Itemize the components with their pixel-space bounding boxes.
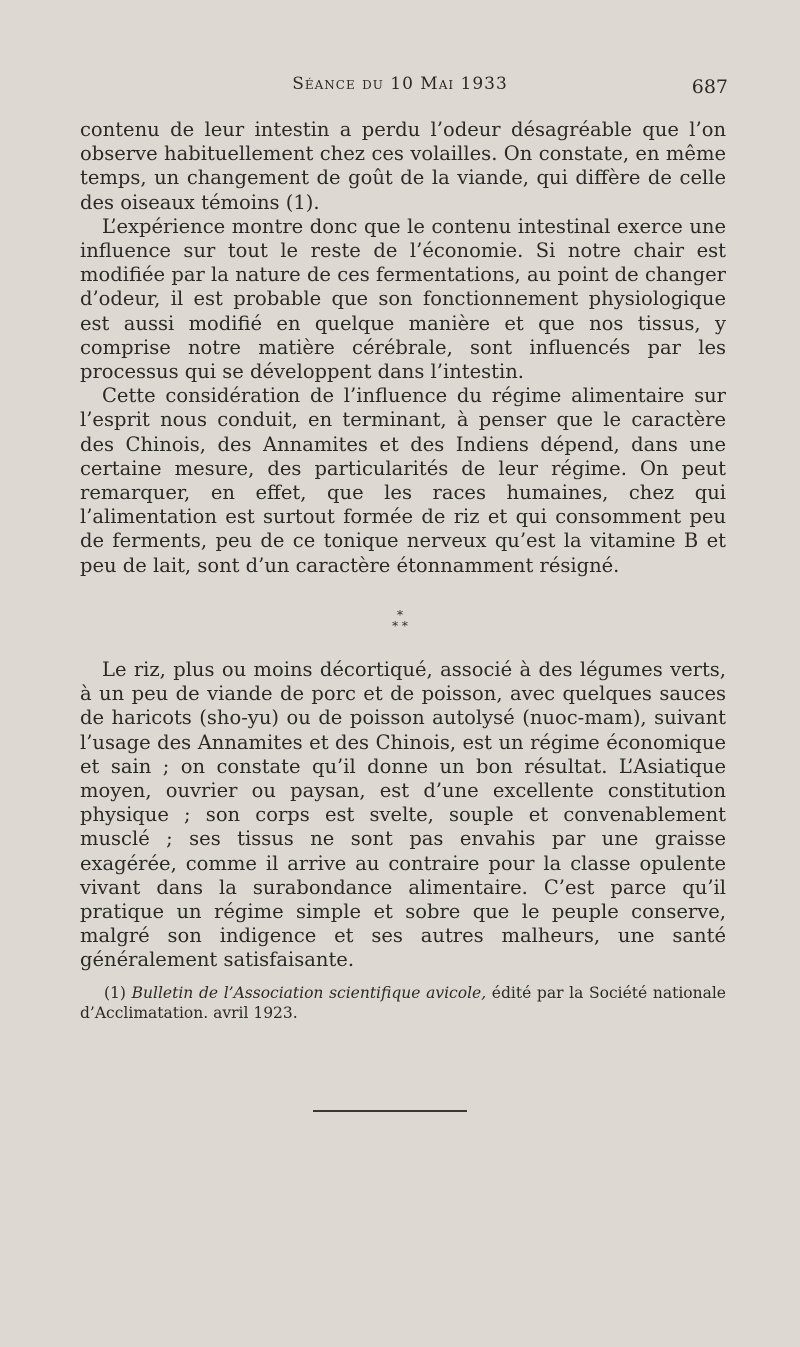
main-text (80, 118, 726, 578)
footnote (80, 983, 726, 1023)
paragraph-3: Cette considération de l’influence du régime alimentaire sur l’esprit nous conduit, en terminant, à penser que le caractère des Chinois, des Annamites et des Indiens dépend, dans une certaine mesure, des particularités de leur régime. On peut remarquer, en effet, que les races humaines, chez qui l’alimentation est surtout formée de riz et qui consomment peu de ferments, peu de ce tonique nerveux qu’est la vitamine B et peu de lait, sont d’un caractère étonnamment résigné. (80, 384, 726, 577)
footnote-marker: (1) (104, 984, 126, 1002)
paragraph-4: Le riz, plus ou moins décortiqué, associé à des légumes verts, à un peu de viande de porc et de poisson, avec quelques sauces de haricots (sho-yu) ou de poisson autolysé (nuoc-mam), suivant l’usage des Annamites et des Chinois, est un régime économique et sain ; on constate qu’il donne un bon résultat. L’Asiatique moyen, ouvrier ou paysan, est d’une excellente constitution physique ; son corps est svelte, souple et convenablement musclé ; ses tissus ne sont pas envahis par une graisse exagérée, comme il arrive au contraire pour la classe opulente vivant dans la surabondance alimentaire. C’est parce qu’il pratique un régime simple et sobre que le peuple conserve, malgré son indigence et ses autres malheurs, une santé généralement satisfaisante. (80, 658, 726, 972)
end-rule (313, 1110, 467, 1112)
footnote-title: Bulletin de l’Association scientifique avicole, (131, 984, 487, 1002)
paragraph-1: contenu de leur intestin a perdu l’odeur désagréable que l’on observe habituellement chez ces volailles. On constate, en même temps, un changement de goût de la viande, qui diffère de celle des oiseaux témoins (1). (80, 118, 726, 214)
page-number: 687 (691, 76, 728, 98)
second-section-text (80, 658, 726, 973)
paragraph-2: L’expérience montre donc que le contenu intestinal exerce une influence sur tout le reste de l’économie. Si notre chair est modifiée par la nature de ces fermentations, au point de changer d’odeur, il est probable que son fonctionnement physiologique est aussi modifié en quelque manière et que nos tissus, y comprise notre matière cérébrale, sont influencés par les processus qui se développent dans l’intestin. (80, 214, 726, 384)
separator-stars-bottom: * * (392, 619, 408, 633)
section-separator (0, 610, 800, 632)
running-head: Séance du 10 Mai 1933 (292, 74, 508, 94)
footnote-text: édité par la Société nationale d’Acclimatation. avril 1923. (80, 984, 726, 1022)
separator-star-top: * (397, 608, 403, 622)
